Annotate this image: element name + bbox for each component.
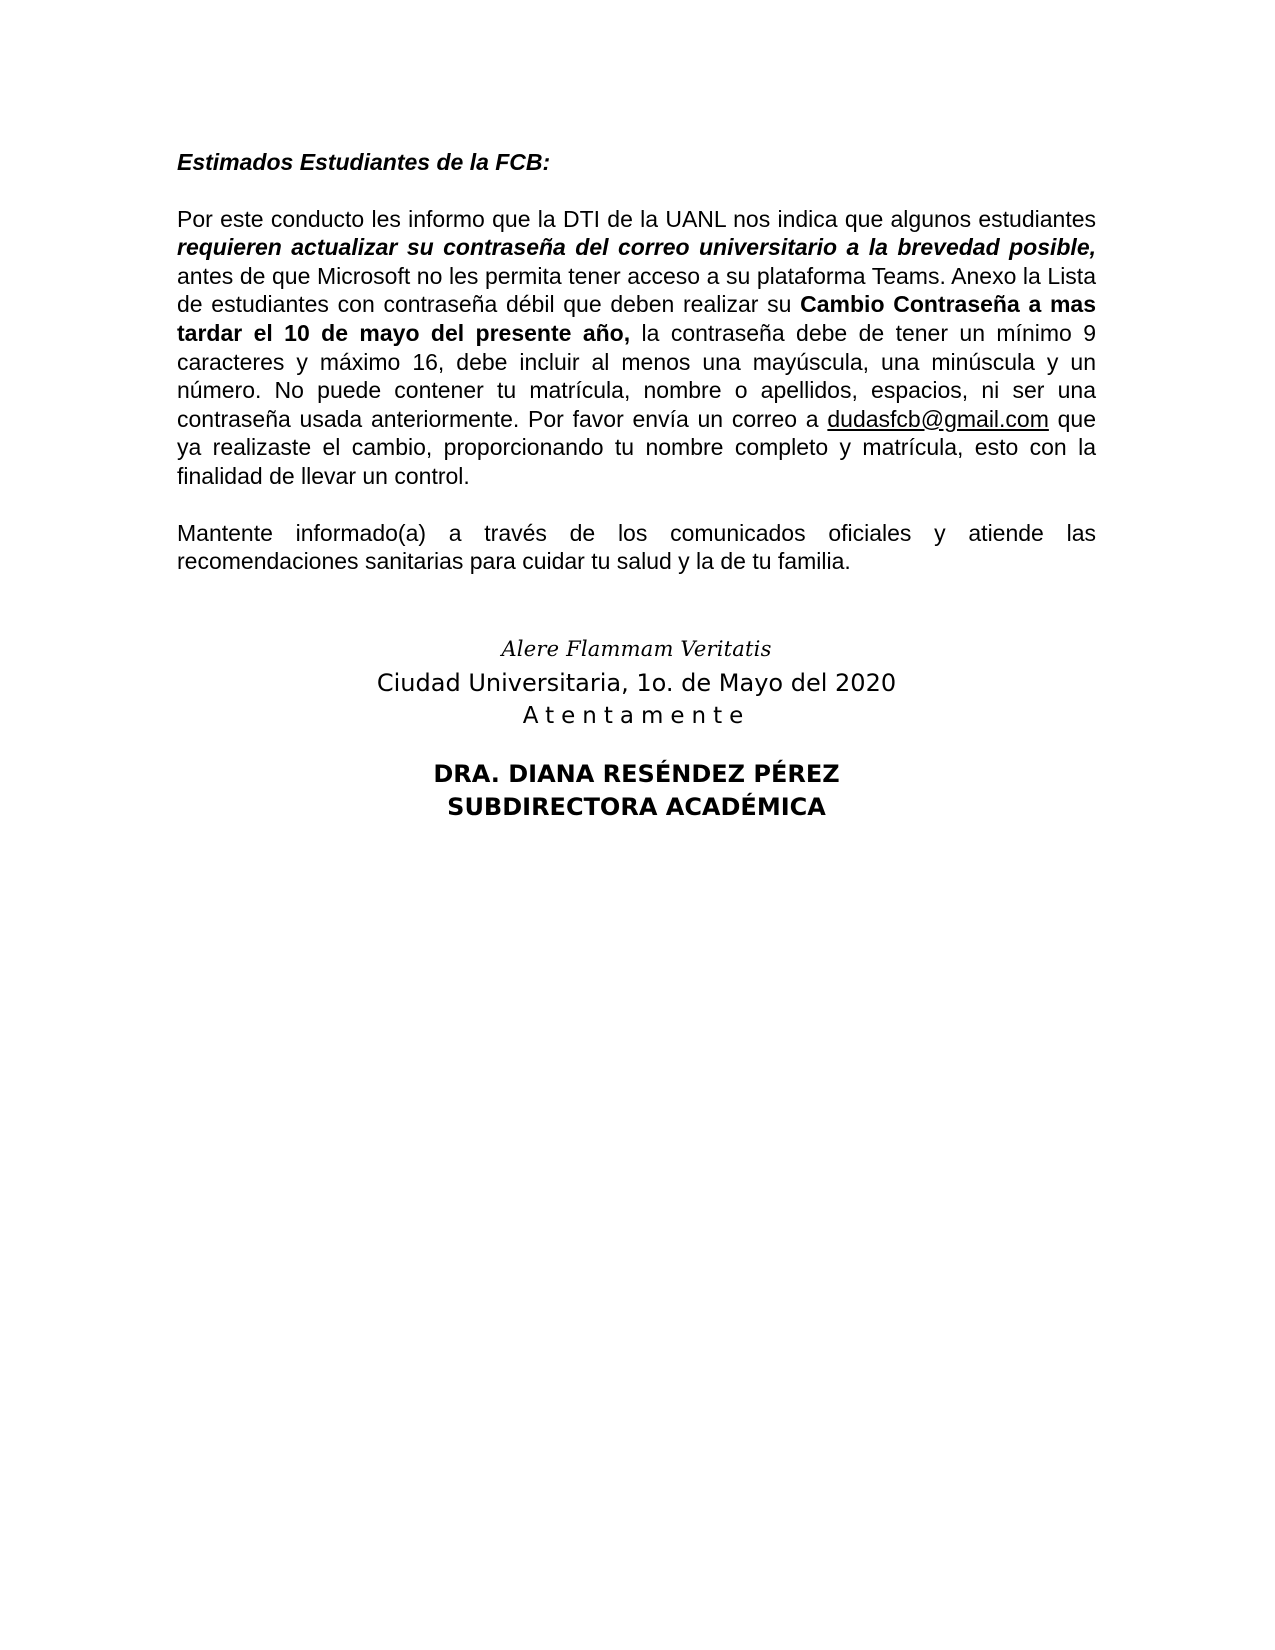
paragraph1-text-3: la contraseña debe de tener un mínimo 9 caracteres y máximo 16, debe incluir al menos una mayúscula, una minúscula y un número. No puede contener tu matrícula, nombre o apellidos, espacios, ni ser una contraseña usada anteriormente. Por favor envía un correo a — [177, 319, 1096, 432]
paragraph1-text-1: Por este conducto les informo que la DTI de la UANL nos indica que algunos estudiantes — [177, 205, 1096, 232]
motto: Alere Flammam Veritatis — [501, 637, 772, 661]
paragraph1-emphasis-update-password: requieren actualizar su contraseña del correo universitario a la brevedad posible, — [177, 234, 1096, 261]
letter-closing — [177, 632, 1096, 824]
place-date: Ciudad Universitaria, 1o. de Mayo del 2020 — [376, 669, 897, 697]
paragraph-recommendations: Mantente informado(a) a través de los comunicados oficiales y atiende las recomendaciones sanitarias para cuidar tu salud y la de tu familia. — [177, 519, 1096, 575]
email-link[interactable]: dudasfcb@gmail.com — [827, 405, 1049, 432]
paragraph-password-notice — [177, 205, 1096, 491]
regards: Atentamente — [522, 703, 751, 729]
paragraph1-emphasis-deadline: Cambio Contraseña a mas tardar el 10 de mayo del presente año, — [177, 291, 1096, 346]
salutation: Estimados Estudiantes de la FCB: — [177, 149, 551, 175]
letter-body — [177, 148, 1096, 604]
paragraph1-text-4: que ya realizaste el cambio, proporcionando tu nombre completo y matrícula, esto con la finalidad de llevar un control. — [177, 405, 1097, 489]
signer-title: SUBDIRECTORA ACADÉMICA — [447, 793, 826, 821]
paragraph1-text-2: antes de que Microsoft no les permita tener acceso a su plataforma Teams. Anexo la Lista de estudiantes con contraseña débil que deben realizar su — [177, 262, 1096, 318]
signer-name: DRA. DIANA RESÉNDEZ PÉREZ — [433, 760, 840, 788]
